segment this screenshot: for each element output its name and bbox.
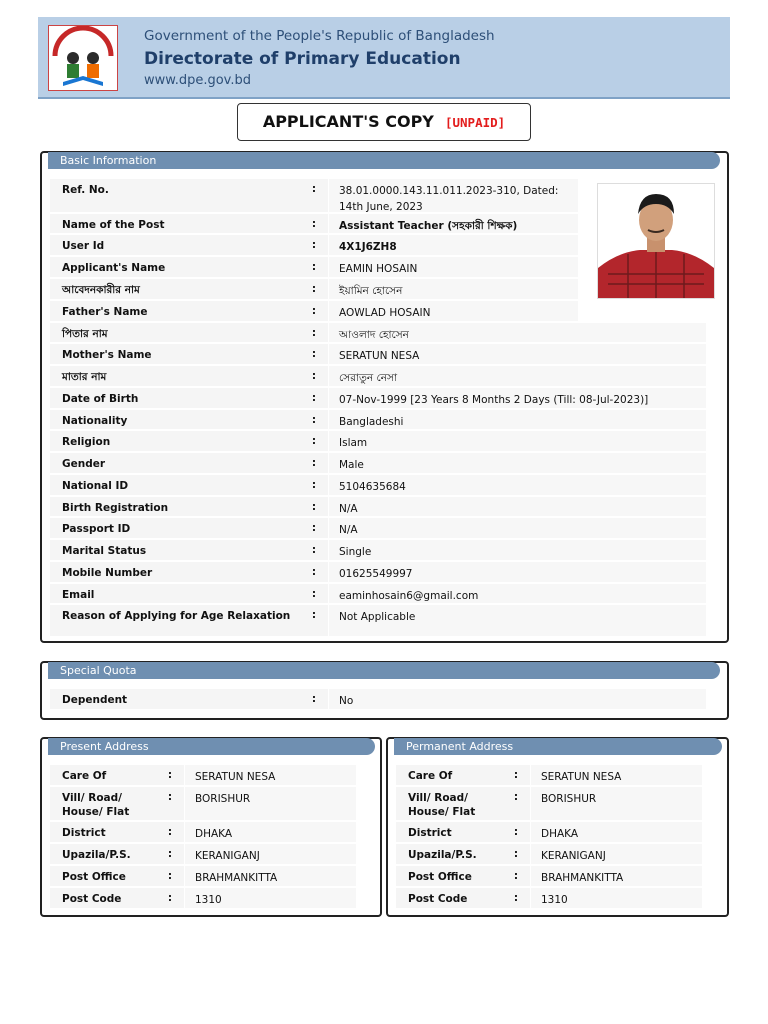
table-row [50,518,706,538]
field-value: BRAHMANKITTA [184,866,356,886]
field-label: Gender [50,453,300,473]
table-row [50,410,706,429]
field-separator: : [300,323,328,342]
field-separator: : [300,431,328,451]
field-value: SERATUN NESA [328,344,706,364]
table-row [50,431,706,451]
table-row [50,257,578,277]
field-value: Islam [328,431,706,451]
table-row [50,866,356,886]
field-value: EAMIN HOSAIN [328,257,578,277]
field-separator: : [300,689,328,709]
field-separator: : [502,787,530,820]
field-separator: : [156,765,184,785]
field-separator: : [156,787,184,820]
field-value: SERATUN NESA [530,765,702,785]
field-separator: : [300,584,328,603]
field-label: Dependent [50,689,300,709]
table-row [50,179,578,212]
field-label: Mobile Number [50,562,300,582]
field-separator: : [300,366,328,386]
field-label: Date of Birth [50,388,300,408]
field-value: 01625549997 [328,562,706,582]
field-value: 1310 [184,888,356,908]
field-label: Name of the Post [50,214,300,233]
field-value: DHAKA [530,822,702,842]
table-row [396,888,702,908]
field-label: Marital Status [50,540,300,560]
field-label: Reason of Applying for Age Relaxation [50,605,300,636]
field-label: Care Of [50,765,156,785]
table-row [396,765,702,785]
field-separator: : [300,388,328,408]
field-separator: : [156,866,184,886]
field-label: Post Office [50,866,156,886]
field-separator: : [156,822,184,842]
panel-title: Special Quota [48,662,720,679]
field-value: Not Applicable [328,605,706,636]
field-value: N/A [328,497,706,516]
field-label: Upazila/P.S. [396,844,502,864]
field-label: Post Code [50,888,156,908]
field-value: Single [328,540,706,560]
field-label: Post Code [396,888,502,908]
field-label: Passport ID [50,518,300,538]
field-value: 1310 [530,888,702,908]
field-value: SERATUN NESA [184,765,356,785]
field-value: 38.01.0000.143.11.011.2023-310, Dated: 14th June, 2023 [328,179,578,212]
field-value: 07-Nov-1999 [23 Years 8 Months 2 Days (Till: 08-Jul-2023)] [328,388,706,408]
panel-title: Permanent Address [394,738,722,755]
payment-status-badge: [UNPAID] [444,115,506,130]
field-separator: : [300,410,328,429]
field-separator: : [156,844,184,864]
header-directorate: Directorate of Primary Education [144,49,461,69]
table-row [50,453,706,473]
field-separator: : [156,888,184,908]
table-row [50,214,578,233]
applicant-photo-icon [597,183,715,299]
panel-title: Present Address [48,738,375,755]
field-separator: : [502,866,530,886]
field-label: Mother's Name [50,344,300,364]
field-label: Birth Registration [50,497,300,516]
field-value: ইয়ামিন হোসেন [328,279,578,299]
field-label: Vill/ Road/ House/ Flat [50,787,156,820]
field-value: BORISHUR [530,787,702,820]
table-row [50,584,706,603]
field-value: Assistant Teacher (সহকারী শিক্ষক) [328,214,578,233]
table-row [50,388,706,408]
copy-title: APPLICANT'S COPY [262,112,434,131]
field-separator: : [300,344,328,364]
field-value: AOWLAD HOSAIN [328,301,578,321]
field-value: 5104635684 [328,475,706,495]
field-value: N/A [328,518,706,538]
field-label: মাতার নাম [50,366,300,386]
table-row [50,888,356,908]
table-row [50,844,356,864]
field-label: Email [50,584,300,603]
table-row [396,844,702,864]
table-row [50,562,706,582]
field-label: Care Of [396,765,502,785]
table-row [50,497,706,516]
field-value: আওলাদ হোসেন [328,323,706,342]
table-row [396,822,702,842]
field-separator: : [300,518,328,538]
table-row [50,787,356,820]
field-label: আবেদনকারীর নাম [50,279,300,299]
field-separator: : [300,497,328,516]
table-row [50,540,706,560]
field-label: Ref. No. [50,179,300,212]
field-value: BRAHMANKITTA [530,866,702,886]
field-separator: : [300,235,328,255]
field-value: Male [328,453,706,473]
field-label: Upazila/P.S. [50,844,156,864]
field-value: 4X1J6ZH8 [328,235,578,255]
table-row [396,866,702,886]
field-separator: : [300,475,328,495]
field-separator: : [300,179,328,212]
dpe-logo-icon [48,25,118,91]
present-address-panel [40,737,382,917]
field-separator: : [300,540,328,560]
field-value: সেরাতুন নেসা [328,366,706,386]
field-label: Religion [50,431,300,451]
field-value: BORISHUR [184,787,356,820]
field-label: District [396,822,502,842]
table-row [50,301,578,321]
panel-title: Basic Information [48,152,720,169]
field-separator: : [300,301,328,321]
permanent-address-panel [386,737,729,917]
field-label: Post Office [396,866,502,886]
field-separator: : [502,844,530,864]
field-separator: : [502,888,530,908]
field-value: Bangladeshi [328,410,706,429]
field-label: Applicant's Name [50,257,300,277]
field-label: User Id [50,235,300,255]
field-value: KERANIGANJ [184,844,356,864]
field-value: KERANIGANJ [530,844,702,864]
field-value: eaminhosain6@gmail.com [328,584,706,603]
field-separator: : [300,605,328,636]
table-row [396,787,702,820]
field-separator: : [502,765,530,785]
field-separator: : [502,822,530,842]
table-row [50,344,706,364]
special-quota-panel [40,661,729,720]
page-header [38,17,730,99]
field-label: পিতার নাম [50,323,300,342]
basic-information-panel [40,151,729,643]
table-row [50,279,578,299]
table-row [50,605,706,636]
field-separator: : [300,279,328,299]
field-label: Vill/ Road/ House/ Flat [396,787,502,820]
field-label: District [50,822,156,842]
applicant-copy-banner [237,103,531,141]
header-website: www.dpe.gov.bd [144,73,251,88]
table-row [50,765,356,785]
table-row [50,235,578,255]
field-value: No [328,689,706,709]
field-separator: : [300,214,328,233]
field-separator: : [300,453,328,473]
field-value: DHAKA [184,822,356,842]
table-row [50,323,706,342]
field-label: Nationality [50,410,300,429]
field-label: Father's Name [50,301,300,321]
table-row [50,689,706,709]
field-separator: : [300,257,328,277]
field-separator: : [300,562,328,582]
header-government: Government of the People's Republic of Bangladesh [144,28,495,44]
table-row [50,475,706,495]
table-row [50,822,356,842]
table-row [50,366,706,386]
field-label: National ID [50,475,300,495]
